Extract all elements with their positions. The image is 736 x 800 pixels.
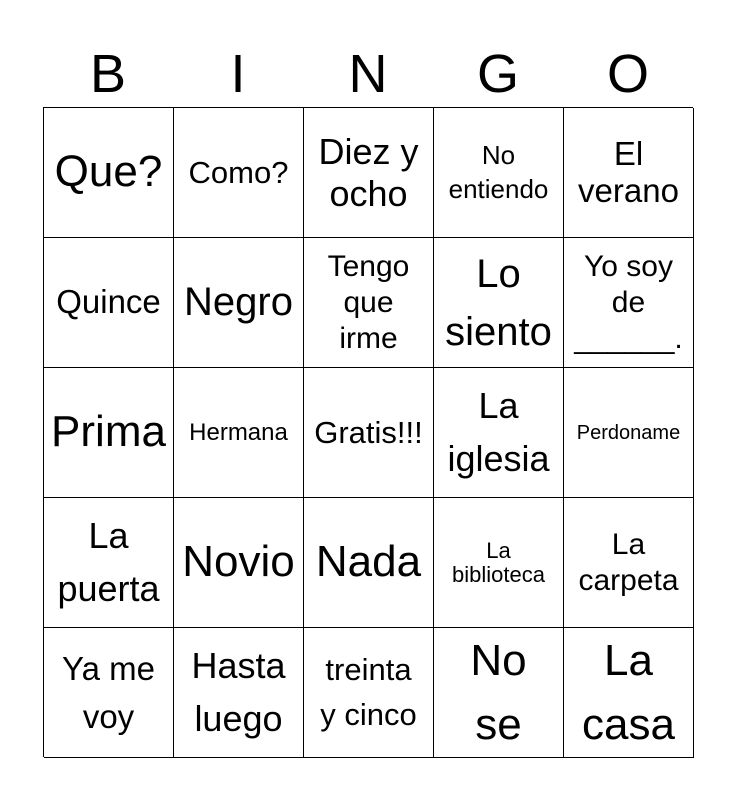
bingo-cell[interactable]: [174, 238, 304, 368]
cell-text: Hermana: [189, 418, 288, 446]
bingo-cell[interactable]: [434, 108, 564, 238]
cell-text: Quince: [56, 283, 161, 321]
bingo-cell[interactable]: [304, 368, 434, 498]
cell-text: Que?: [54, 147, 163, 197]
header-letter-g: G: [476, 44, 519, 104]
bingo-header: [43, 40, 693, 108]
bingo-cell[interactable]: [564, 238, 694, 368]
bingo-cell[interactable]: [304, 498, 434, 628]
cell-text: La biblioteca: [452, 538, 545, 587]
bingo-cell[interactable]: [174, 498, 304, 628]
cell-text: Perdoname: [576, 421, 681, 444]
bingo-cell[interactable]: [564, 498, 694, 628]
header-letter-o: O: [606, 44, 649, 104]
bingo-cell[interactable]: [564, 108, 694, 238]
cell-text: Gratis!!!: [314, 414, 423, 450]
bingo-cell[interactable]: [434, 238, 564, 368]
bingo-cell[interactable]: [564, 368, 694, 498]
cell-text: Tengo que irme: [327, 249, 410, 355]
bingo-cell[interactable]: [304, 238, 434, 368]
bingo-cell[interactable]: [44, 628, 174, 758]
bingo-cell[interactable]: [434, 628, 564, 758]
cell-text: La casa: [582, 635, 675, 749]
cell-text: Prima: [51, 407, 166, 457]
bingo-cell[interactable]: [564, 628, 694, 758]
cell-text: Novio: [182, 537, 295, 587]
cell-text: La iglesia: [447, 385, 550, 479]
header-letter-n: N: [348, 44, 388, 104]
header-letter-i: I: [230, 44, 246, 104]
header-letter-b: B: [89, 44, 127, 104]
bingo-cell[interactable]: [434, 368, 564, 498]
cell-text: Hasta luego: [191, 645, 286, 739]
bingo-cell[interactable]: [44, 238, 174, 368]
bingo-cell[interactable]: [174, 368, 304, 498]
cell-text: Yo soy de ______.: [574, 249, 683, 355]
cell-text: Ya me voy: [62, 649, 155, 735]
cell-text: El verano: [578, 134, 679, 209]
bingo-cell[interactable]: [44, 108, 174, 238]
cell-text: No entiendo: [448, 139, 549, 204]
bingo-cell[interactable]: [174, 628, 304, 758]
cell-text: Nada: [315, 537, 422, 587]
cell-text: Lo siento: [445, 251, 552, 354]
bingo-cell[interactable]: [44, 368, 174, 498]
bingo-cell[interactable]: [304, 108, 434, 238]
cell-text: La puerta: [57, 515, 160, 609]
bingo-cell[interactable]: [174, 108, 304, 238]
bingo-cell[interactable]: [44, 498, 174, 628]
bingo-cell[interactable]: [434, 498, 564, 628]
bingo-board: [43, 107, 693, 757]
cell-text: La carpeta: [578, 527, 679, 597]
cell-text: treinta y cinco: [320, 651, 417, 732]
cell-text: Como?: [188, 154, 289, 190]
cell-text: No se: [470, 635, 527, 749]
bingo-cell[interactable]: [304, 628, 434, 758]
cell-text: Diez y ocho: [318, 131, 419, 214]
cell-text: Negro: [184, 279, 293, 324]
